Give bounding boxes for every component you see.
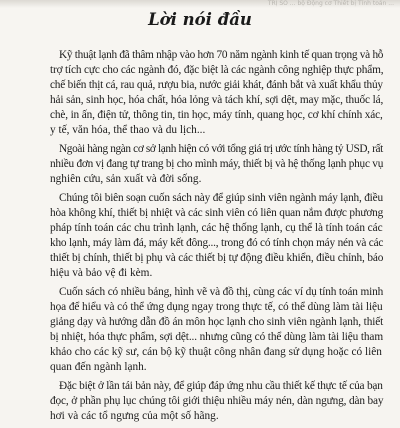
- paragraph-2: [50, 142, 383, 187]
- text-line: Chúng tôi biên soạn cuốn sách này để giúp sinh viên ngành máy lạnh, điều: [59, 192, 383, 205]
- text-line: hải sản, sinh học, hóa chất, hóa lỏng và tách khí, sợi dệt, may mặc, thuốc lá,: [50, 93, 384, 106]
- paragraph-5: [50, 379, 383, 424]
- bleed-through-text: TRỊ SỐ ... bộ Động cơ Thiết bị Tính toán ...: [267, 0, 394, 7]
- text-line: Kỹ thuật lạnh đã thâm nhập vào hơn 70 năm ngành kinh tế quan trọng và hỗ: [59, 49, 384, 61]
- text-line: nhiều đơn vị đang tự trang bị cho mình máy, thiết bị và hệ thống lạnh phục vụ: [50, 157, 384, 170]
- text-line: thiết bị chính, thiết bị phụ và các thiết bị tự động điều khiển, điều chỉnh, báo: [50, 251, 384, 264]
- text-line: khảo cho các kỹ sư, cán bộ kỹ thuật công nhân đang sử dụng hoặc có liên: [50, 345, 382, 358]
- paragraph-3: [50, 191, 383, 280]
- text-line: Ngoài hàng ngàn cơ sở lạnh hiện có với tổng giá trị ước tính hàng tỷ USD, rất: [59, 142, 383, 155]
- paragraph-4: [50, 285, 383, 374]
- text-line: giảng dạy và hướng dẫn đồ án môn học lạnh cho sinh viên ngành lạnh, thiết: [50, 315, 384, 328]
- text-line: quan đến ngành lạnh.: [50, 360, 147, 373]
- text-line: pháp tính toán các chu trình lạnh, các hệ thống lạnh, cụ thể là tính toán các: [50, 221, 383, 234]
- text-line: chế biến thịt cá, rau quả, rượu bia, nước giải khát, đánh bắt và xuất khẩu thủy: [50, 78, 383, 91]
- page-title: Lời nói đầu: [148, 10, 252, 29]
- text-line: kho lạnh, máy làm đá, máy kết đông..., trong đó có tính chọn máy nén và các: [50, 236, 384, 249]
- text-line: y tế, văn hóa, thể thao và du lịch...: [50, 123, 206, 136]
- text-line: hơi và các tổ ngưng của một số hãng.: [50, 409, 219, 422]
- text-line: hiệu và bảo vệ đi kèm.: [50, 266, 153, 279]
- text-line: bị nhiệt, hóa thực phẩm, sợi dệt... nhưng cũng có thể dùng làm tài liệu tham: [50, 330, 383, 343]
- text-line: đọc, ở phần phụ lục chúng tôi giới thiệu nhiều máy nén, dàn ngưng, dàn bay: [50, 394, 384, 407]
- paragraph-1: [50, 48, 383, 137]
- document-body: [50, 48, 383, 428]
- text-line: hòa không khí, thiết bị nhiệt và các sinh viên có liên quan nắm được phương: [50, 207, 384, 220]
- text-line: Cuốn sách có nhiều bảng, hình vẽ và đồ thị, cùng các ví dụ tính toán minh: [59, 286, 384, 299]
- text-line: chè, in ấn, điện tử, thông tin, tin học, máy tính, quang học, cơ khí chính xác,: [50, 108, 383, 121]
- text-line: trợ tích cực cho các ngành đó, đặc biệt là các ngành công nghiệp thực phẩm,: [50, 63, 384, 76]
- text-line: Đặc biệt ở lần tái bản này, để giúp đáp ứng nhu cầu thiết kế thực tế của bạn: [59, 380, 383, 393]
- text-line: họa để hiểu và có thể ứng dụng ngay trong thực tế, có thể dùng làm tài liệu: [50, 301, 383, 313]
- text-line: nghiên cứu, sản xuất và đời sống.: [50, 172, 202, 185]
